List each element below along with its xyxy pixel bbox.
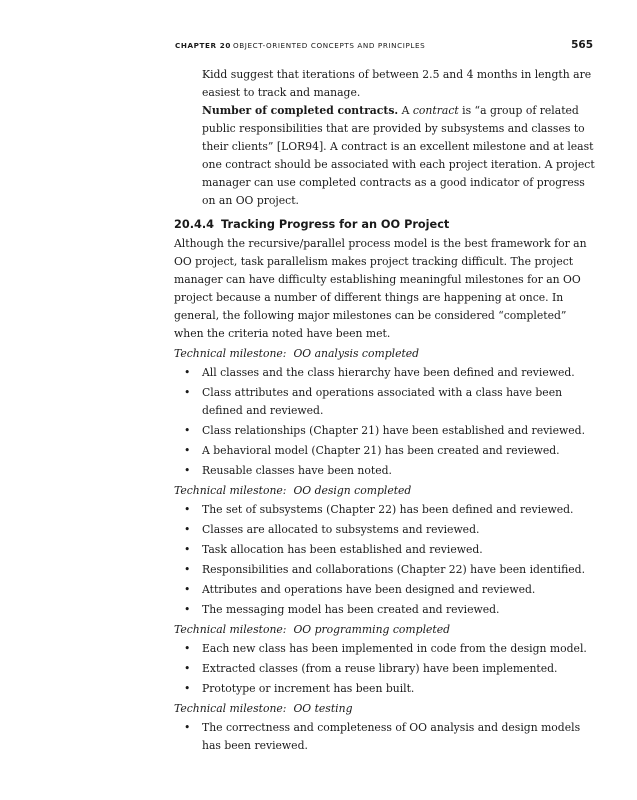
milestone-label: Technical milestone: bbox=[174, 702, 287, 715]
list-item bbox=[184, 364, 599, 382]
bullet-icon: • bbox=[184, 444, 191, 457]
list-item-text: The messaging model has been created and reviewed. bbox=[202, 603, 500, 616]
bullet-icon: • bbox=[184, 642, 191, 655]
milestone-heading bbox=[174, 621, 599, 639]
list-item bbox=[184, 384, 599, 420]
milestone-criteria-list bbox=[174, 364, 599, 480]
intro-block bbox=[202, 66, 599, 210]
list-item-text: A behavioral model (Chapter 21) has been created and reviewed. bbox=[202, 444, 560, 457]
list-item-text: Class attributes and operations associated with a class have been defined and reviewed. bbox=[202, 386, 563, 417]
list-item bbox=[184, 501, 599, 519]
bullet-icon: • bbox=[184, 603, 191, 616]
section-heading bbox=[174, 216, 599, 234]
bullet-icon: • bbox=[184, 682, 191, 695]
list-item-text: Each new class has been implemented in code from the design model. bbox=[202, 642, 587, 655]
milestone-heading bbox=[174, 345, 599, 363]
list-item-text: Classes are allocated to subsystems and reviewed. bbox=[202, 523, 480, 536]
list-item-text: Responsibilities and collaborations (Chapter 22) have been identified. bbox=[202, 563, 585, 576]
list-item bbox=[184, 422, 599, 440]
contract-text-pre: A bbox=[398, 104, 413, 117]
milestone-label: Technical milestone: bbox=[174, 347, 287, 360]
milestone-group-programming bbox=[174, 621, 599, 698]
bullet-icon: • bbox=[184, 543, 191, 556]
running-header bbox=[175, 41, 593, 55]
milestone-label: Technical milestone: bbox=[174, 623, 287, 636]
bullet-icon: • bbox=[184, 366, 191, 379]
milestone-heading bbox=[174, 482, 599, 500]
contract-term: contract bbox=[412, 104, 459, 117]
bullet-icon: • bbox=[184, 662, 191, 675]
list-item-text: All classes and the class hierarchy have been defined and reviewed. bbox=[202, 366, 575, 379]
milestone-criteria-list bbox=[174, 719, 599, 755]
section-title: Tracking Progress for an OO Project bbox=[221, 218, 450, 231]
section-number: 20.4.4 bbox=[174, 218, 215, 231]
list-item-text: Extracted classes (from a reuse library) have been implemented. bbox=[202, 662, 558, 675]
list-item-text: Class relationships (Chapter 21) have been established and reviewed. bbox=[202, 424, 586, 437]
list-item bbox=[184, 462, 599, 480]
list-item bbox=[184, 660, 599, 678]
milestone-group-design bbox=[174, 482, 599, 619]
milestone-criteria-list bbox=[174, 640, 599, 698]
list-item bbox=[184, 680, 599, 698]
list-item-text: Task allocation has been established and reviewed. bbox=[202, 543, 483, 556]
list-item bbox=[184, 561, 599, 579]
list-item-text: The set of subsystems (Chapter 22) has been defined and reviewed. bbox=[202, 503, 574, 516]
list-item bbox=[184, 521, 599, 539]
page-number: 565 bbox=[571, 39, 593, 51]
section-body-paragraph: Although the recursive/parallel process model is the best framework for an OO project, task parallelism makes project tracking difficult. The project manager can have difficulty establishing meaningful milestones for an OO project because a number of different things are happening at once. In general, the following major milestones can be considered “completed” when the criteria noted have been met. bbox=[174, 237, 587, 340]
milestone-criteria-list bbox=[174, 501, 599, 619]
milestone-group-testing bbox=[174, 700, 599, 755]
run-in-heading: Number of completed contracts. bbox=[202, 104, 399, 117]
bullet-icon: • bbox=[184, 386, 191, 399]
milestone-group-analysis bbox=[174, 345, 599, 480]
page-body bbox=[174, 66, 599, 757]
list-item bbox=[184, 719, 599, 755]
bullet-icon: • bbox=[184, 424, 191, 437]
milestone-name: OO design completed bbox=[293, 484, 412, 497]
milestone-label: Technical milestone: bbox=[174, 484, 287, 497]
bullet-icon: • bbox=[184, 464, 191, 477]
bullet-icon: • bbox=[184, 563, 191, 576]
chapter-label: CHAPTER 20 bbox=[175, 41, 231, 50]
bullet-icon: • bbox=[184, 503, 191, 516]
list-item bbox=[184, 601, 599, 619]
milestone-name: OO programming completed bbox=[293, 623, 451, 636]
list-item-text: Attributes and operations have been designed and reviewed. bbox=[202, 583, 536, 596]
list-item-text: Prototype or increment has been built. bbox=[202, 682, 415, 695]
list-item bbox=[184, 442, 599, 460]
milestone-name: OO analysis completed bbox=[293, 347, 420, 360]
contract-text-post: is “a group of related public responsibilities that are provided by subsystems and classes to their clients” [LOR94]. A contract is an excellent milestone and at least one contract should be associated with each project iteration. A project manager can use completed contracts as a good indicator of progress on an OO project. bbox=[202, 104, 595, 207]
bullet-icon: • bbox=[184, 523, 191, 536]
list-item bbox=[184, 640, 599, 658]
bullet-icon: • bbox=[184, 721, 191, 734]
milestone-heading bbox=[174, 700, 599, 718]
list-item-text: Reusable classes have been noted. bbox=[202, 464, 392, 477]
list-item bbox=[184, 541, 599, 559]
intro-paragraph-iterations: Kidd suggest that iterations of between 2.5 and 4 months in length are easiest to track and manage. bbox=[202, 68, 592, 99]
chapter-title: OBJECT-ORIENTED CONCEPTS AND PRINCIPLES bbox=[233, 41, 426, 50]
bullet-icon: • bbox=[184, 583, 191, 596]
list-item-text: The correctness and completeness of OO analysis and design models has been reviewed. bbox=[202, 721, 581, 752]
list-item bbox=[184, 581, 599, 599]
milestone-name: OO testing bbox=[293, 702, 353, 715]
intro-paragraph-contracts bbox=[202, 102, 599, 210]
